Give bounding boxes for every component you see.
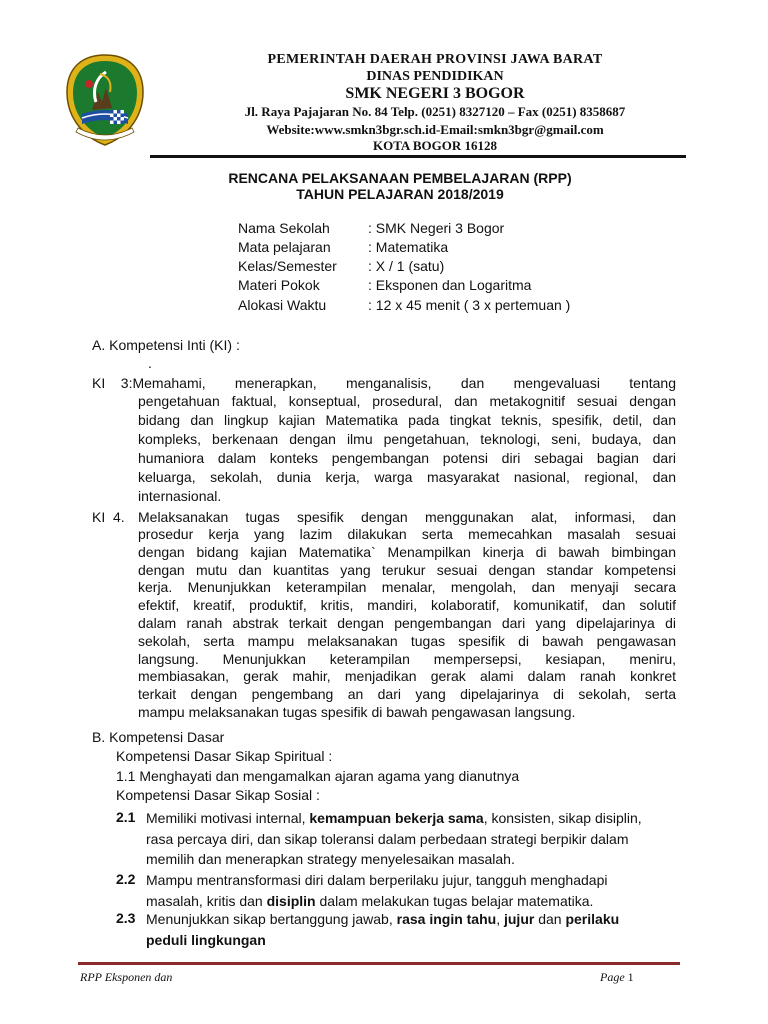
kd-text-part: masalah, kritis dan: [146, 892, 267, 909]
letterhead-city: KOTA BOGOR 16128: [373, 138, 497, 153]
ki4-line: dalam ranah abstrak terkait dengan pengembangan dari yang dipelajarinya di: [138, 614, 676, 631]
kd-2-1-text: [146, 808, 666, 870]
ki4-text: [138, 526, 676, 722]
ki4-line: dengan mutu dan kuantitas yang terukur sesuai dengan standar kompetensi: [138, 561, 676, 578]
ki3-text: [138, 392, 676, 506]
letterhead-website: Website:www.smkn3bgr.sch.id-Email:smkn3bgr@gmail.com: [266, 122, 604, 137]
identity-row: [238, 277, 531, 293]
ki4-line: efektif, kreatif, produktif, kritis, mandiri, kolaboratif, komunikatif, dan solutif: [138, 597, 676, 614]
kd-text-part: , konsisten, sikap disiplin,: [483, 810, 642, 826]
identity-row: [238, 297, 570, 313]
ki3-line: pengetahuan faktual, konseptual, prosedural, dan metakognitif sesuai dengan: [138, 393, 676, 409]
provincial-emblem-icon: [62, 52, 148, 148]
section-b-heading: B. Kompetensi Dasar: [92, 729, 225, 745]
identity-value: : 12 x 45 menit ( 3 x pertemuan ): [368, 297, 571, 313]
identity-row: [238, 239, 448, 255]
kd-1-1: 1.1 Menghayati dan mengamalkan ajaran agama yang dianutnya: [116, 768, 520, 784]
kd-bold-part: rasa ingin tahu: [396, 911, 497, 927]
kd-text-line: Mampu mentransformasi diri dalam berperilaku jujur, tangguh menghadapi: [146, 872, 608, 888]
section-a-heading: A. Kompetensi Inti (KI) :: [92, 337, 240, 353]
kd-sosial-heading: Kompetensi Dasar Sikap Sosial :: [116, 787, 320, 803]
kd-text-part: Memiliki motivasi internal,: [146, 810, 310, 826]
identity-label: Kelas/Semester: [238, 258, 337, 274]
ki3-line: internasional.: [138, 488, 222, 504]
footer-document-name: RPP Eksponen dan: [80, 970, 173, 984]
ki3-line: kompleks, berkenaan dengan ilmu pengetahuan, teknologi, seni, budaya, dan: [138, 431, 676, 447]
ki4-line: sekolah, serta mampu melaksanakan tugas spesifik di bawah pengawasan: [138, 632, 676, 649]
kd-bold-part: perilaku: [565, 911, 620, 927]
identity-value: : SMK Negeri 3 Bogor: [368, 220, 505, 236]
kd-bold-part: peduli lingkungan: [146, 931, 266, 948]
document-year: TAHUN PELAJARAN 2018/2019: [296, 186, 504, 202]
identity-label: Alokasi Waktu: [238, 297, 327, 313]
ki4-line: prosedur kerja yang lazim dilakukan serta memecahkan masalah sesuai: [138, 526, 676, 542]
kd-text-part: Menunjukkan sikap bertanggung jawab,: [146, 911, 397, 927]
kd-text-part: dalam melakukan tugas belajar matematika.: [315, 892, 594, 909]
letterhead-school: SMK NEGERI 3 BOGOR: [345, 85, 525, 102]
kd-spiritual-heading: Kompetensi Dasar Sikap Spiritual :: [116, 748, 333, 764]
ki4-label: KI 4.: [92, 509, 125, 525]
ki4-line: mampu melaksanakan tugas spesifik di bawah pengawasan langsung.: [138, 703, 576, 720]
identity-label: Materi Pokok: [238, 277, 320, 293]
kd-text-line: memilih dan menerapkan strategy menyelesaikan masalah.: [146, 851, 515, 867]
kd-2-2-text: [146, 870, 666, 911]
ki4-line: dengan bidang kajian Matematika` Menampilkan kinerja di bawah bimbingan: [138, 543, 676, 560]
ki4-line: terkait dengan pengembang an dari yang dipelajarinya di sekolah, serta: [138, 686, 676, 703]
ki4-first-line: [92, 508, 676, 527]
identity-value: : X / 1 (satu): [368, 258, 445, 274]
kd-bold-part: jujur: [503, 911, 535, 927]
ki3-label: KI 3:: [92, 375, 133, 391]
kd-2-3-number: 2.3: [116, 910, 136, 926]
ki3-line: keluarga, sekolah, dunia kerja, warga masyarakat nasional, regional, dan: [138, 469, 676, 485]
kd-2-3-text: [146, 909, 666, 950]
letterhead-government: PEMERINTAH DAERAH PROVINSI JAWA BARAT: [267, 52, 603, 67]
document-title: RENCANA PELAKSANAAN PEMBELAJARAN (RPP): [228, 170, 572, 186]
footer-divider: [78, 962, 680, 965]
letterhead-address: Jl. Raya Pajajaran No. 84 Telp. (0251) 8327120 – Fax (0251) 8358687: [244, 104, 626, 119]
letterhead-department: DINAS PENDIDIKAN: [366, 69, 504, 84]
kd-2-1-number: 2.1: [116, 809, 136, 825]
kd-2-2-number: 2.2: [116, 871, 136, 887]
ki4-line: kerja. Menunjukkan keterampilan menalar, mengolah, dan menyaji secara: [138, 579, 676, 596]
kd-bold-part: disiplin: [266, 892, 316, 909]
ki3-first-line: [92, 374, 676, 393]
ki3-line: humaniora dalam konteks pengembangan potensi diri sebagai bagian dari: [138, 450, 676, 466]
letterhead-divider: [150, 155, 686, 158]
identity-value: : Matematika: [368, 239, 449, 255]
kd-bold-part: kemampuan bekerja sama: [309, 810, 484, 826]
ki4-line: membiasakan, gerak mahir, menjadikan gerak alami dalam ranah konkret: [138, 668, 676, 685]
footer-page-number: 1: [627, 970, 634, 984]
kd-text-part: dan: [534, 911, 566, 927]
footer-page-label: Page: [600, 970, 625, 984]
ki4-line: langsung. Menunjukkan keterampilan mempersepsi, kesiapan, meniru,: [138, 650, 676, 667]
identity-label: Nama Sekolah: [238, 220, 330, 236]
section-a-dot: .: [148, 355, 152, 371]
footer-page: [600, 970, 634, 985]
ki3-line: bidang dan lingkup kajian Matematika pada tingkat teknis, spesifik, detil, dan: [138, 412, 676, 428]
kd-text-part: ,: [496, 911, 504, 927]
ki3-first-text: Memahami, menerapkan, menganalisis, dan mengevaluasi tentang: [132, 375, 676, 391]
identity-row: [238, 220, 504, 236]
ki4-first-text: Melaksanakan tugas spesifik dengan menggunakan alat, informasi, dan: [138, 509, 676, 525]
identity-value: : Eksponen dan Logaritma: [368, 277, 532, 293]
kd-text-line: rasa percaya diri, dan sikap toleransi dalam perbedaan strategi berpikir dalam: [146, 830, 629, 847]
identity-label: Mata pelajaran: [238, 239, 331, 255]
identity-row: [238, 258, 444, 274]
